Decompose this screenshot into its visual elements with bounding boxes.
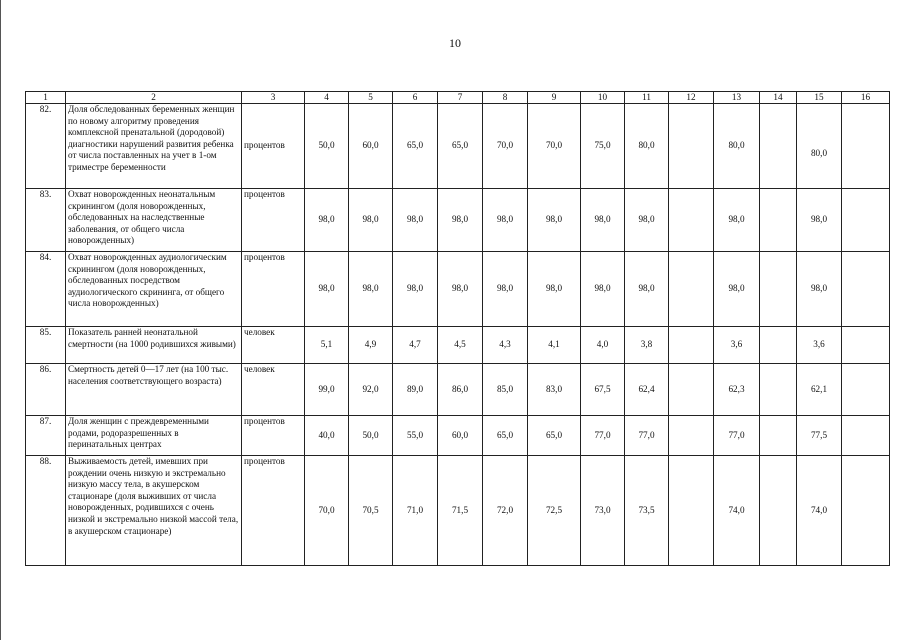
value-cell: 62,3 bbox=[714, 364, 760, 416]
value-cell bbox=[842, 327, 890, 364]
value-cell: 4,9 bbox=[349, 327, 393, 364]
column-header: 5 bbox=[349, 92, 393, 104]
column-header: 6 bbox=[393, 92, 438, 104]
indicator-name: Показатель ранней неонатальной смертности (на 1000 родившихся живыми) bbox=[66, 327, 242, 364]
value-cell: 3,6 bbox=[714, 327, 760, 364]
table-row bbox=[26, 327, 890, 364]
unit-cell: человек bbox=[242, 327, 305, 364]
value-cell: 40,0 bbox=[305, 416, 349, 456]
value-cell bbox=[669, 416, 714, 456]
value-cell: 50,0 bbox=[305, 104, 349, 189]
value-cell: 98,0 bbox=[797, 189, 842, 252]
value-cell: 89,0 bbox=[393, 364, 438, 416]
column-header: 8 bbox=[483, 92, 528, 104]
column-header: 12 bbox=[669, 92, 714, 104]
value-cell: 98,0 bbox=[528, 189, 581, 252]
value-cell: 86,0 bbox=[438, 364, 483, 416]
value-cell bbox=[669, 327, 714, 364]
table-row bbox=[26, 456, 890, 566]
row-number: 86. bbox=[26, 364, 66, 416]
value-cell bbox=[669, 456, 714, 566]
value-cell bbox=[760, 104, 797, 189]
value-cell: 98,0 bbox=[393, 189, 438, 252]
value-cell: 80,0 bbox=[625, 104, 669, 189]
value-cell bbox=[760, 189, 797, 252]
value-cell: 73,0 bbox=[581, 456, 625, 566]
value-cell: 85,0 bbox=[483, 364, 528, 416]
value-cell: 65,0 bbox=[438, 104, 483, 189]
unit-cell: процентов bbox=[242, 456, 305, 566]
value-cell: 70,5 bbox=[349, 456, 393, 566]
value-cell bbox=[760, 416, 797, 456]
value-cell: 65,0 bbox=[483, 416, 528, 456]
column-header: 4 bbox=[305, 92, 349, 104]
value-cell bbox=[760, 456, 797, 566]
value-cell: 98,0 bbox=[305, 189, 349, 252]
indicator-name: Охват новорожденных неонатальным скринингом (доля новорожденных, обследованных на наследственные заболевания, от общего числа новорожденных) bbox=[66, 189, 242, 252]
row-number: 84. bbox=[26, 252, 66, 327]
value-cell: 72,0 bbox=[483, 456, 528, 566]
value-cell: 4,1 bbox=[528, 327, 581, 364]
value-cell: 4,7 bbox=[393, 327, 438, 364]
value-cell: 65,0 bbox=[528, 416, 581, 456]
column-header: 1 bbox=[26, 92, 66, 104]
column-header: 14 bbox=[760, 92, 797, 104]
value-cell: 80,0 bbox=[714, 104, 760, 189]
value-cell: 3,6 bbox=[797, 327, 842, 364]
value-cell: 4,0 bbox=[581, 327, 625, 364]
unit-cell: процентов bbox=[242, 416, 305, 456]
value-cell: 55,0 bbox=[393, 416, 438, 456]
column-header: 3 bbox=[242, 92, 305, 104]
value-cell: 98,0 bbox=[797, 252, 842, 327]
value-cell: 50,0 bbox=[349, 416, 393, 456]
value-cell: 98,0 bbox=[528, 252, 581, 327]
value-cell: 77,5 bbox=[797, 416, 842, 456]
table-row bbox=[26, 252, 890, 327]
value-cell: 65,0 bbox=[393, 104, 438, 189]
value-cell bbox=[842, 364, 890, 416]
column-number-row bbox=[26, 92, 890, 104]
value-cell bbox=[760, 327, 797, 364]
value-cell: 75,0 bbox=[581, 104, 625, 189]
value-cell: 72,5 bbox=[528, 456, 581, 566]
row-number: 82. bbox=[26, 104, 66, 189]
value-cell: 98,0 bbox=[438, 252, 483, 327]
column-header: 15 bbox=[797, 92, 842, 104]
row-number: 88. bbox=[26, 456, 66, 566]
indicator-name: Охват новорожденных аудиологическим скринингом (доля новорожденных, обследованных посредством аудиологического скрининга, от общего числа новорожденных) bbox=[66, 252, 242, 327]
value-cell: 98,0 bbox=[483, 189, 528, 252]
value-cell: 71,0 bbox=[393, 456, 438, 566]
column-header: 7 bbox=[438, 92, 483, 104]
value-cell: 98,0 bbox=[714, 252, 760, 327]
value-cell: 98,0 bbox=[393, 252, 438, 327]
table-row bbox=[26, 189, 890, 252]
value-cell: 70,0 bbox=[305, 456, 349, 566]
value-cell bbox=[842, 252, 890, 327]
value-cell bbox=[842, 104, 890, 189]
value-cell: 70,0 bbox=[483, 104, 528, 189]
value-cell bbox=[669, 104, 714, 189]
left-margin-rule bbox=[0, 0, 1, 640]
value-cell: 98,0 bbox=[305, 252, 349, 327]
value-cell: 4,5 bbox=[438, 327, 483, 364]
value-cell: 71,5 bbox=[438, 456, 483, 566]
value-cell: 73,5 bbox=[625, 456, 669, 566]
value-cell bbox=[669, 252, 714, 327]
column-header: 9 bbox=[528, 92, 581, 104]
value-cell: 98,0 bbox=[438, 189, 483, 252]
value-cell: 98,0 bbox=[714, 189, 760, 252]
value-cell bbox=[669, 189, 714, 252]
column-header: 10 bbox=[581, 92, 625, 104]
value-cell: 4,3 bbox=[483, 327, 528, 364]
value-cell: 60,0 bbox=[438, 416, 483, 456]
page-number: 10 bbox=[449, 36, 461, 50]
column-header: 16 bbox=[842, 92, 890, 104]
value-cell: 62,4 bbox=[625, 364, 669, 416]
value-cell: 70,0 bbox=[528, 104, 581, 189]
value-cell: 77,0 bbox=[581, 416, 625, 456]
unit-cell: человек bbox=[242, 364, 305, 416]
value-cell: 77,0 bbox=[625, 416, 669, 456]
value-cell: 92,0 bbox=[349, 364, 393, 416]
column-header: 11 bbox=[625, 92, 669, 104]
value-cell: 67,5 bbox=[581, 364, 625, 416]
value-cell: 98,0 bbox=[349, 189, 393, 252]
value-cell: 3,8 bbox=[625, 327, 669, 364]
value-cell: 98,0 bbox=[625, 252, 669, 327]
value-cell bbox=[760, 364, 797, 416]
indicator-name: Выживаемость детей, имевших при рождении очень низкую и экстремально низкую массу тела, в акушерском стационаре (доля выживших от числа новорожденных, родившихся с очень низкой и экстремально низкой массой тела, в акушерском стационаре) bbox=[66, 456, 242, 566]
value-cell: 80,0 bbox=[797, 104, 842, 189]
value-cell: 74,0 bbox=[797, 456, 842, 566]
value-cell: 99,0 bbox=[305, 364, 349, 416]
value-cell bbox=[842, 456, 890, 566]
unit-cell: процентов bbox=[242, 189, 305, 252]
table-row bbox=[26, 416, 890, 456]
value-cell: 98,0 bbox=[581, 189, 625, 252]
value-cell: 83,0 bbox=[528, 364, 581, 416]
indicator-name: Смертность детей 0—17 лет (на 100 тыс. населения соответствующего возраста) bbox=[66, 364, 242, 416]
value-cell bbox=[760, 252, 797, 327]
row-number: 85. bbox=[26, 327, 66, 364]
value-cell: 98,0 bbox=[349, 252, 393, 327]
indicators-table bbox=[25, 91, 890, 566]
row-number: 87. bbox=[26, 416, 66, 456]
value-cell: 98,0 bbox=[483, 252, 528, 327]
value-cell bbox=[669, 364, 714, 416]
column-header: 2 bbox=[66, 92, 242, 104]
table-row bbox=[26, 364, 890, 416]
unit-cell: процентов bbox=[242, 252, 305, 327]
row-number: 83. bbox=[26, 189, 66, 252]
table-row bbox=[26, 104, 890, 189]
column-header: 13 bbox=[714, 92, 760, 104]
value-cell: 62,1 bbox=[797, 364, 842, 416]
value-cell: 5,1 bbox=[305, 327, 349, 364]
value-cell: 74,0 bbox=[714, 456, 760, 566]
unit-cell: процентов bbox=[242, 104, 305, 189]
indicator-name: Доля обследованных беременных женщин по новому алгоритму проведения комплексной пренатальной (дородовой) диагностики нарушений развития ребенка от числа поставленных на учет в 1-ом триместре беременности bbox=[66, 104, 242, 189]
value-cell: 77,0 bbox=[714, 416, 760, 456]
value-cell: 98,0 bbox=[625, 189, 669, 252]
value-cell bbox=[842, 189, 890, 252]
value-cell: 98,0 bbox=[581, 252, 625, 327]
indicator-name: Доля женщин с преждевременными родами, родоразрешенных в перинатальных центрах bbox=[66, 416, 242, 456]
value-cell bbox=[842, 416, 890, 456]
value-cell: 60,0 bbox=[349, 104, 393, 189]
